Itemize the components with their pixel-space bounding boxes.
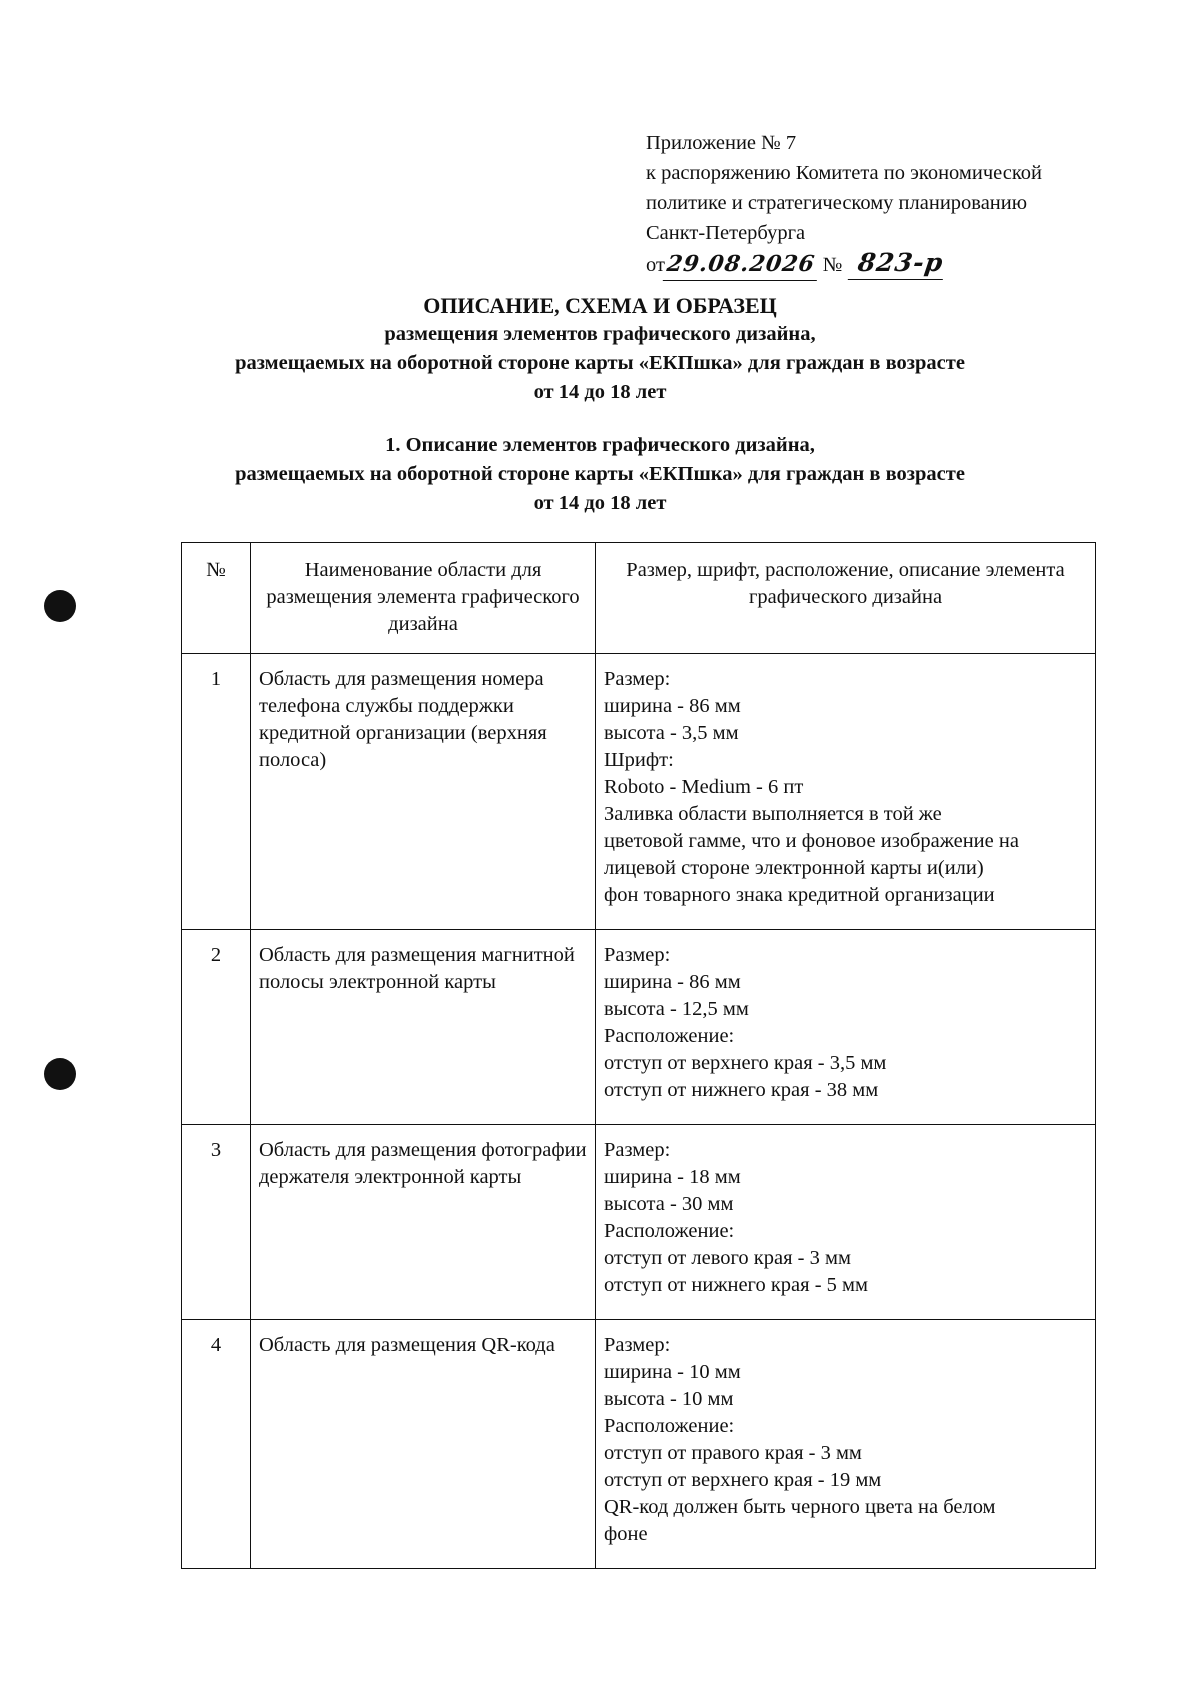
- row-number: 4: [182, 1320, 251, 1569]
- punch-hole-top: [44, 590, 76, 622]
- description-line: фон товарного знака кредитной организации: [604, 884, 995, 906]
- description-line: ширина - 10 мм: [604, 1361, 741, 1383]
- description-line: Заливка области выполняется в той же: [604, 803, 942, 825]
- row-area-name: Область для размещения QR-кода: [251, 1320, 596, 1569]
- row-area-name: Область для размещения номера телефона службы поддержки кредитной организации (верхняя полоса): [251, 654, 596, 930]
- description-line: лицевой стороне электронной карты и(или): [604, 857, 984, 879]
- subtitle-line: от 14 до 18 лет: [533, 381, 667, 403]
- description-line: отступ от нижнего края - 38 мм: [604, 1079, 879, 1101]
- document-subtitle: [0, 320, 1200, 407]
- date-number-line: [646, 248, 1042, 281]
- section-heading: [0, 431, 1200, 518]
- table-row: [182, 1125, 1096, 1320]
- appendix-header: [646, 128, 1042, 281]
- row-description: [596, 930, 1096, 1125]
- section-line: от 14 до 18 лет: [533, 492, 667, 514]
- number-prefix: №: [822, 254, 843, 276]
- punch-hole-bottom: [44, 1058, 76, 1090]
- description-line: отступ от правого края - 3 мм: [604, 1442, 862, 1464]
- row-number: 1: [182, 654, 251, 930]
- description-line: ширина - 86 мм: [604, 971, 741, 993]
- document-title: ОПИСАНИЕ, СХЕМА И ОБРАЗЕЦ: [423, 293, 777, 318]
- description-line: высота - 10 мм: [604, 1388, 734, 1410]
- from-prefix: от: [646, 254, 665, 276]
- description-line: Расположение:: [604, 1025, 735, 1047]
- header-area-name: Наименование области для размещения элемента графического дизайна: [251, 543, 596, 654]
- description-line: Расположение:: [604, 1415, 735, 1437]
- description-line: высота - 3,5 мм: [604, 722, 739, 744]
- description-line: отступ от верхнего края - 3,5 мм: [604, 1052, 887, 1074]
- section-line: размещаемых на оборотной стороне карты «ЕКПшка» для граждан в возрасте: [235, 463, 965, 485]
- row-description: [596, 654, 1096, 930]
- description-line: Размер:: [604, 1334, 671, 1356]
- description-line: отступ от нижнего края - 5 мм: [604, 1274, 868, 1296]
- table-header-row: [182, 543, 1096, 654]
- appendix-line: Санкт-Петербурга: [646, 222, 806, 244]
- row-description: [596, 1320, 1096, 1569]
- subtitle-line: размещаемых на оборотной стороне карты «ЕКПшка» для граждан в возрасте: [235, 352, 965, 374]
- handwritten-date: 29.08.2026: [663, 249, 821, 281]
- description-line: Шрифт:: [604, 749, 674, 771]
- description-line: высота - 12,5 мм: [604, 998, 749, 1020]
- description-line: Расположение:: [604, 1220, 735, 1242]
- section-line: 1. Описание элементов графического дизайна,: [385, 434, 815, 456]
- description-line: отступ от верхнего края - 19 мм: [604, 1469, 882, 1491]
- row-number: 2: [182, 930, 251, 1125]
- appendix-line: к распоряжению Комитета по экономической: [646, 162, 1042, 184]
- table-row: [182, 1320, 1096, 1569]
- handwritten-number: 823-р: [848, 248, 948, 280]
- appendix-line: Приложение № 7: [646, 132, 797, 154]
- design-elements-table: [181, 542, 1096, 1569]
- row-number: 3: [182, 1125, 251, 1320]
- description-line: ширина - 18 мм: [604, 1166, 741, 1188]
- row-area-name: Область для размещения фотографии держателя электронной карты: [251, 1125, 596, 1320]
- table-row: [182, 654, 1096, 930]
- table-row: [182, 930, 1096, 1125]
- description-line: Roboto - Medium - 6 пт: [604, 776, 804, 798]
- header-description: Размер, шрифт, расположение, описание элемента графического дизайна: [596, 543, 1096, 654]
- description-line: Размер:: [604, 668, 671, 690]
- header-number: №: [182, 543, 251, 654]
- description-line: QR-код должен быть черного цвета на белом: [604, 1496, 996, 1518]
- description-line: Размер:: [604, 944, 671, 966]
- description-line: цветовой гамме, что и фоновое изображение на: [604, 830, 1019, 852]
- description-line: Размер:: [604, 1139, 671, 1161]
- description-line: высота - 30 мм: [604, 1193, 734, 1215]
- appendix-line: политике и стратегическому планированию: [646, 192, 1028, 214]
- description-line: отступ от левого края - 3 мм: [604, 1247, 851, 1269]
- row-description: [596, 1125, 1096, 1320]
- row-area-name: Область для размещения магнитной полосы электронной карты: [251, 930, 596, 1125]
- subtitle-line: размещения элементов графического дизайна,: [384, 323, 816, 345]
- description-line: фоне: [604, 1523, 648, 1545]
- description-line: ширина - 86 мм: [604, 695, 741, 717]
